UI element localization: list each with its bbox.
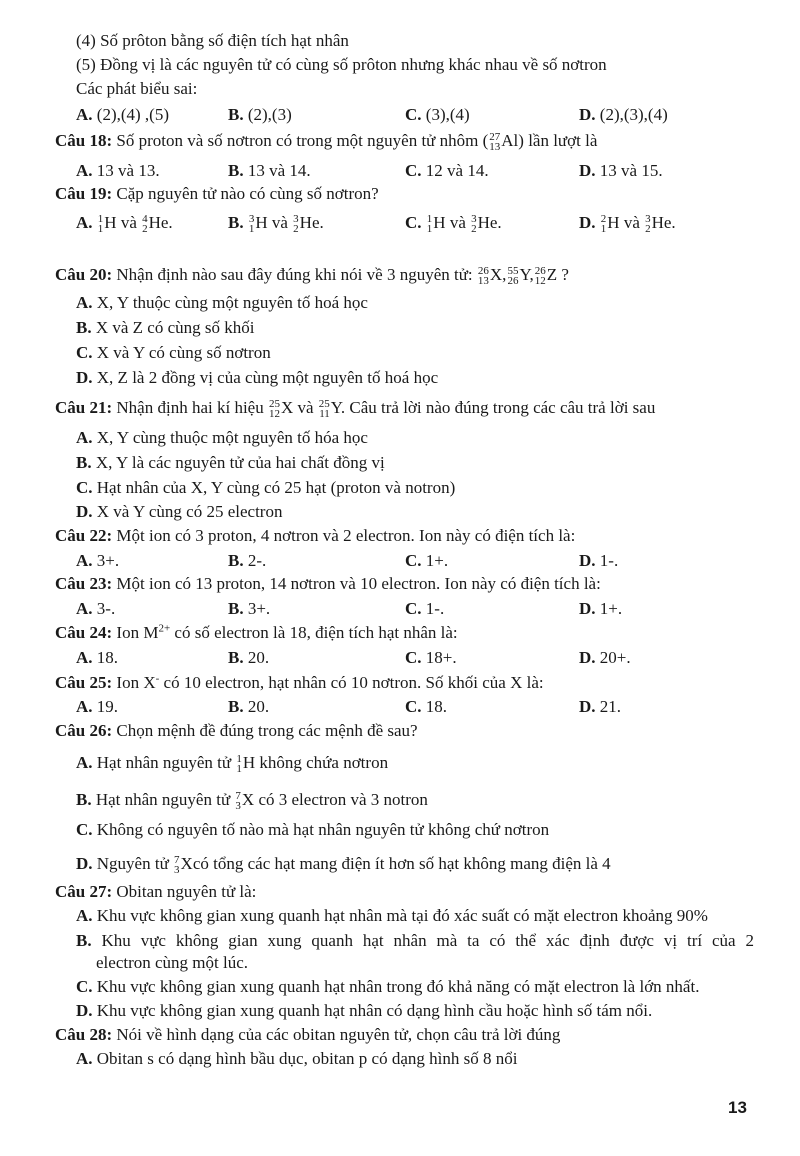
option-a: A. Obitan s có dạng hình bầu dục, obitan p có dạng hình số 8 nổi [76,1049,518,1068]
option-b: B. Hạt nhân nguyên tử 7 3 X có 3 electron và 3 notron [76,790,428,813]
option-a: A. 13 và 13. [76,161,160,180]
option-d: D. 1+. [579,599,623,618]
ion-charge: - [155,672,160,685]
question-text: Obitan nguyên tử là: [112,882,257,901]
statement-4: (4) Số prôton bằng số điện tích hạt nhân [76,31,349,50]
option-a: A. 1 1 H và 4 2 He. [76,213,173,236]
question-28 [55,1024,560,1046]
option-b: B. 3 1 H và 3 2 He. [228,213,324,236]
isotope-notation: 27 13 [489,131,501,154]
question-number: Câu 22: [55,526,113,545]
question-number: Câu 19: [55,184,113,203]
question-19 [55,183,379,205]
option-c: C. 12 và 14. [405,161,489,180]
statement-5: (5) Đồng vị là các nguyên tử có cùng số prôton nhưng khác nhau về số nơtron [76,55,607,74]
question-text: Số proton và số nơtron có trong một nguyên tử nhôm ( [112,131,489,150]
option-a: A. (2),(4) ,(5) [76,105,169,124]
question-number: Câu 18: [55,131,113,150]
question-text: Nhận định hai kí hiệu [112,398,264,417]
question-22 [55,525,575,547]
option-c: C. 1 1 H và 3 2 He. [405,213,502,236]
answer-options-row [0,647,800,669]
question-20: Câu 20: Nhận định nào sau đây đúng khi nói về 3 nguyên tử: 26 13 X, 55 26 Y, 26 12 Z ? [55,265,569,288]
answer-options-row [0,212,800,236]
question-text: Ion M [112,623,159,642]
isotope-notation: 26 12 [534,265,546,288]
option-c: C. Không có nguyên tố nào mà hạt nhân nguyên tử không chứ nơtron [76,820,550,839]
option-d: D. 20+. [579,648,631,667]
question-number: Câu 24: [55,623,113,642]
option-d: D. (2),(3),(4) [579,105,668,124]
question-number: Câu 28: [55,1025,113,1044]
option-a: A. Hạt nhân nguyên tử 1 1 H không chứa nơtron [76,753,389,776]
option-c: C. Hạt nhân của X, Y cùng có 25 hạt (proton và notron) [76,478,456,497]
option-d: D. 21. [579,697,622,716]
question-number: Câu 27: [55,882,113,901]
option-b: B. 3+. [228,599,271,618]
question-number: Câu 26: [55,721,113,740]
option-d: D. 2 1 H và 3 2 He. [579,213,676,236]
option-c: C. 1+. [405,551,449,570]
isotope-notation: 55 26 [507,265,519,288]
question-number: Câu 20: [55,265,113,284]
question-18 [55,130,597,152]
question-23 [55,573,601,595]
option-d: D. 1-. [579,551,619,570]
question-text: Chọn mệnh đề đúng trong các mệnh đề sau? [112,721,418,740]
option-a: A. 18. [76,648,119,667]
question-text-end: ) lần lượt là [518,131,598,150]
option-c: C. 18. [405,697,448,716]
option-d: D. 13 và 15. [579,161,663,180]
option-a: A. X, Y cùng thuộc một nguyên tố hóa học [76,428,368,447]
answer-options-row [0,160,800,182]
ion-charge: 2+ [158,622,171,635]
question-text: Ion X [112,673,156,692]
option-a: A. 19. [76,697,119,716]
option-c: C. Khu vực không gian xung quanh hạt nhân trong đó khả năng có mặt electron là lớn nhất. [76,977,700,996]
question-21: Câu 21: Nhận định hai kí hiệu 25 12 X và 25 11 Y. Câu trả lời nào đúng trong các câu trả lời sau [55,398,656,421]
isotope-notation: 26 13 [477,265,489,288]
question-26 [55,720,418,742]
question-24: Câu 24: Ion $M^{2+}$ có số electron là 18, điện tích hạt nhân là: [55,622,458,642]
question-number: Câu 21: [55,398,113,417]
page-number: 13 [728,1098,747,1117]
option-d: D. Nguyên tử 7 3 Xcó tổng các hạt mang điện ít hơn số hạt không mang điện là 4 [76,854,611,877]
option-d: D. Khu vực không gian xung quanh hạt nhân có dạng hình cầu hoặc hình số tám nổi. [76,1001,653,1020]
question-number: Câu 25: [55,673,113,692]
prompt-text: Các phát biểu sai: [76,79,198,98]
option-c: C. 18+. [405,648,457,667]
option-d: D. X, Z là 2 đồng vị của cùng một nguyên tố hoá học [76,368,439,387]
option-b: B. X, Y là các nguyên tử của hai chất đồng vị [76,453,385,472]
answer-options-row [0,550,800,572]
option-a: A. X, Y thuộc cùng một nguyên tố hoá học [76,293,368,312]
question-text: Nói về hình dạng của các obitan nguyên tử, chọn câu trả lời đúng [112,1025,561,1044]
option-b: B. 2-. [228,551,267,570]
answer-options-row [0,598,800,620]
element-symbol: Al [501,131,519,150]
question-27 [55,881,256,903]
option-c: C. (3),(4) [405,105,470,124]
option-b: B. 13 và 14. [228,161,311,180]
question-text: Một ion có 13 proton, 14 nơtron và 10 electron. Ion này có điện tích là: [112,574,601,593]
option-a: A. Khu vực không gian xung quanh hạt nhân mà tại đó xác suất có mặt electron khoảng 90% [76,906,708,925]
isotope-notation: 25 11 [318,398,330,421]
option-b: B. (2),(3) [228,105,292,124]
answer-options-row [0,696,800,718]
question-text: Một ion có 3 proton, 4 nơtron và 2 electron. Ion này có điện tích là: [112,526,576,545]
option-b: B. X và Z có cùng số khối [76,318,255,337]
option-a: A. 3-. [76,599,116,618]
question-text: Nhận định nào sau đây đúng khi nói về 3 nguyên tử: [112,265,473,284]
option-c: C. 1-. [405,599,445,618]
option-b: B. 20. [228,648,270,667]
option-b: B. 20. [228,697,270,716]
question-number: Câu 23: [55,574,113,593]
option-d: D. X và Y cùng có 25 electron [76,502,283,521]
question-text: Cặp nguyên tử nào có cùng số nơtron? [112,184,379,203]
option-a: A. 3+. [76,551,120,570]
isotope-notation: 25 12 [268,398,280,421]
question-25: Câu 25: Ion X- có 10 electron, hạt nhân có 10 nơtron. Số khối của X là: [55,672,544,692]
option-b: B. Khu vực không gian xung quanh hạt nhân mà ta có thể xác định được vị trí của 2 [76,931,754,950]
answer-options-row [0,104,800,126]
option-b-continued: electron cùng một lúc. [96,953,249,972]
option-c: C. X và Y có cùng số nơtron [76,343,271,362]
